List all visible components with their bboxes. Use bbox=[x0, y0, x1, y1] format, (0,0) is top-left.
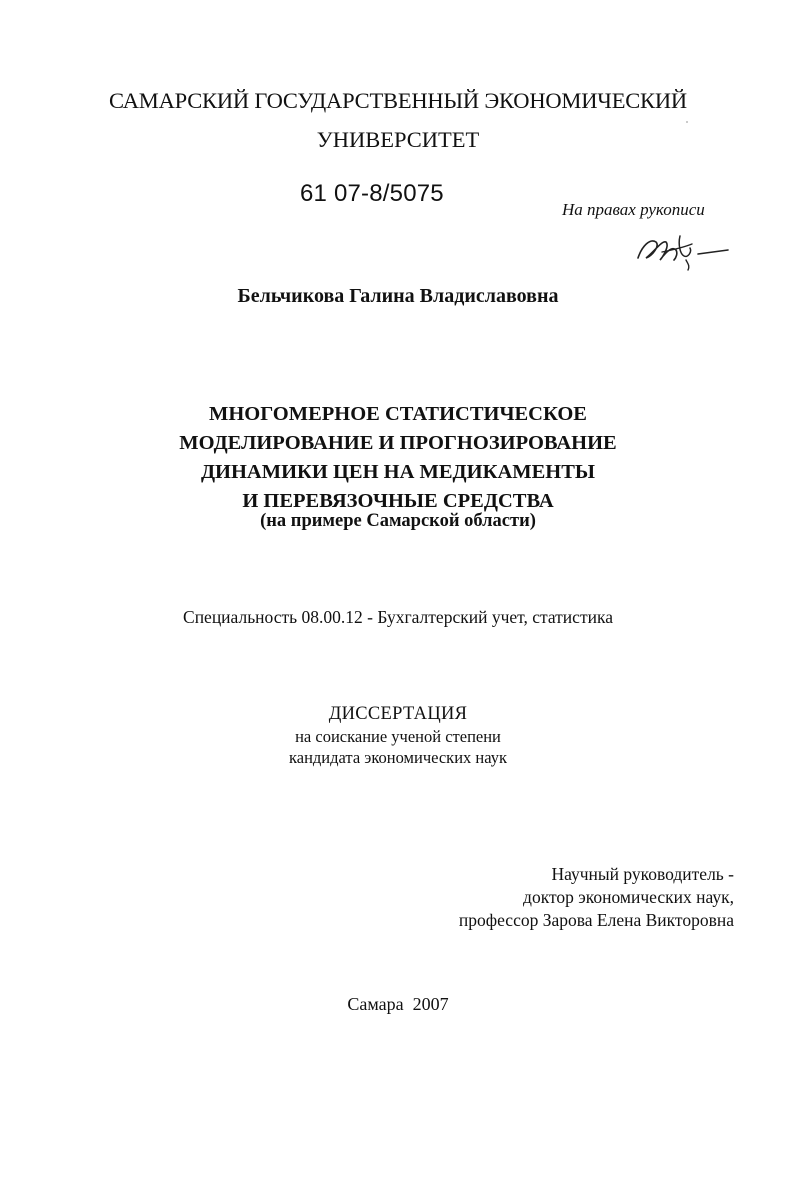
manuscript-rights-note: На правах рукописи bbox=[562, 200, 705, 219]
degree-line2: кандидата экономических наук bbox=[288, 748, 507, 767]
title-subtitle: (на примере Самарской области) bbox=[260, 511, 536, 531]
dissertation-label: ДИССЕРТАЦИЯ bbox=[328, 704, 468, 724]
university-name-line1: САМАРСКИЙ ГОСУДАРСТВЕННЫЙ ЭКОНОМИЧЕСКИЙ bbox=[109, 88, 687, 113]
supervisor-name: профессор Зарова Елена Викторовна bbox=[458, 910, 734, 930]
dissertation-title bbox=[0, 400, 796, 516]
archive-code: 61 07-8/5075 bbox=[300, 180, 444, 207]
title-line: И ПЕРЕВЯЗОЧНЫЕ СРЕДСТВА bbox=[242, 490, 554, 512]
signature-stroke bbox=[698, 250, 728, 254]
university-name-line2: УНИВЕРСИТЕТ bbox=[316, 127, 480, 152]
city-year: Самара 2007 bbox=[347, 994, 449, 1014]
author-name: Бельчикова Галина Владиславовна bbox=[237, 285, 559, 307]
supervisor-block bbox=[459, 863, 734, 932]
title-line: МНОГОМЕРНОЕ СТАТИСТИЧЕСКОЕ bbox=[209, 403, 587, 425]
signature-stroke bbox=[686, 260, 689, 270]
supervisor-role: Научный руководитель - bbox=[551, 864, 734, 884]
degree-line1: на соискание ученой степени bbox=[295, 727, 501, 746]
supervisor-degree: доктор экономических наук, bbox=[523, 887, 734, 907]
handwritten-signature bbox=[632, 222, 732, 272]
specialty-line: Специальность 08.00.12 - Бухгалтерский учет, статистика bbox=[183, 607, 613, 627]
title-line: МОДЕЛИРОВАНИЕ И ПРОГНОЗИРОВАНИЕ bbox=[179, 432, 617, 454]
scan-speck bbox=[686, 121, 688, 123]
title-line: ДИНАМИКИ ЦЕН НА МЕДИКАМЕНТЫ bbox=[200, 461, 596, 483]
